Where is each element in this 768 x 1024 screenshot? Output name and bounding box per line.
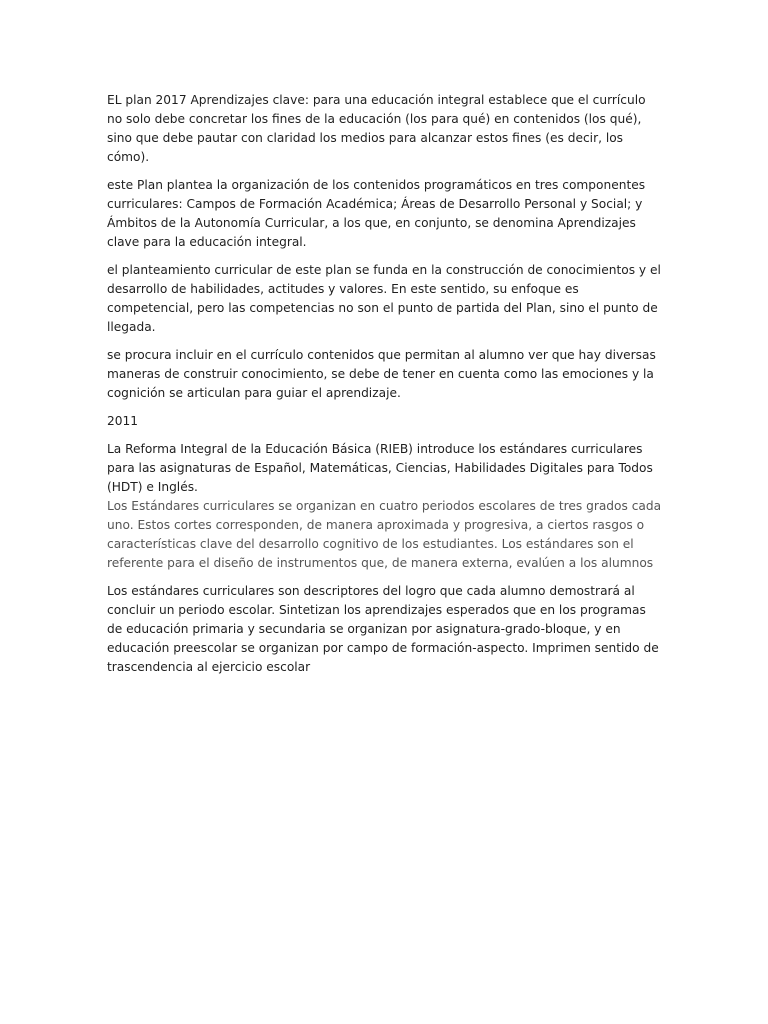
paragraph-estandares-descriptores: Los estándares curriculares son descriptores del logro que cada alumno demostrará al concluir un periodo escolar. Sintetizan los aprendizajes esperados que en los programas de educación primaria y secundaria se organizan por asignatura-grado-bloque, y en educación preescolar se organizan por campo de formación-aspecto. Imprimen sentido de trascendencia al ejercicio escolar <box>107 584 659 674</box>
paragraph-curriculo-contenidos: se procura incluir en el currículo contenidos que permitan al alumno ver que hay diversas maneras de construir conocimiento, se debe de tener en cuenta como las emociones y la cognición se articulan para guiar el aprendizaje. <box>107 348 656 400</box>
paragraph-planteamiento-curricular: el planteamiento curricular de este plan se funda en la construcción de conocimientos y el desarrollo de habilidades, actitudes y valores. En este sentido, su enfoque es competencial, pero las competencias no son el punto de partida del Plan, sino el punto de llegada. <box>107 263 661 334</box>
paragraph-year-2011: 2011 <box>107 414 139 428</box>
paragraph-rieb: La Reforma Integral de la Educación Básica (RIEB) introduce los estándares curriculares para las asignaturas de Español, Matemáticas, Ciencias, Habilidades Digitales para Todos (HDT) e Inglés. <box>107 442 653 494</box>
paragraph-estandares-periodos: Los Estándares curriculares se organizan en cuatro periodos escolares de tres grados cada uno. Estos cortes corresponden, de manera aproximada y progresiva, a ciertos rasgos o características clave del desarrollo cognitivo de los estudiantes. Los estándares son el referente para el diseño de instrumentos que, de manera externa, evalúen a los alumnos <box>107 499 662 570</box>
paragraph-componentes-curriculares: este Plan plantea la organización de los contenidos programáticos en tres componentes curriculares: Campos de Formación Académica; Áreas de Desarrollo Personal y Social; y Ámbitos de la Autonomía Curricular, a los que, en conjunto, se denomina Aprendizajes clave para la educación integral. <box>107 178 646 249</box>
document-body <box>107 91 663 686</box>
paragraph-plan-2017: EL plan 2017 Aprendizajes clave: para una educación integral establece que el currículo no solo debe concretar los fines de la educación (los para qué) en contenidos (los qué), sino que debe pautar con claridad los medios para alcanzar estos fines (es decir, los cómo). <box>107 93 646 164</box>
